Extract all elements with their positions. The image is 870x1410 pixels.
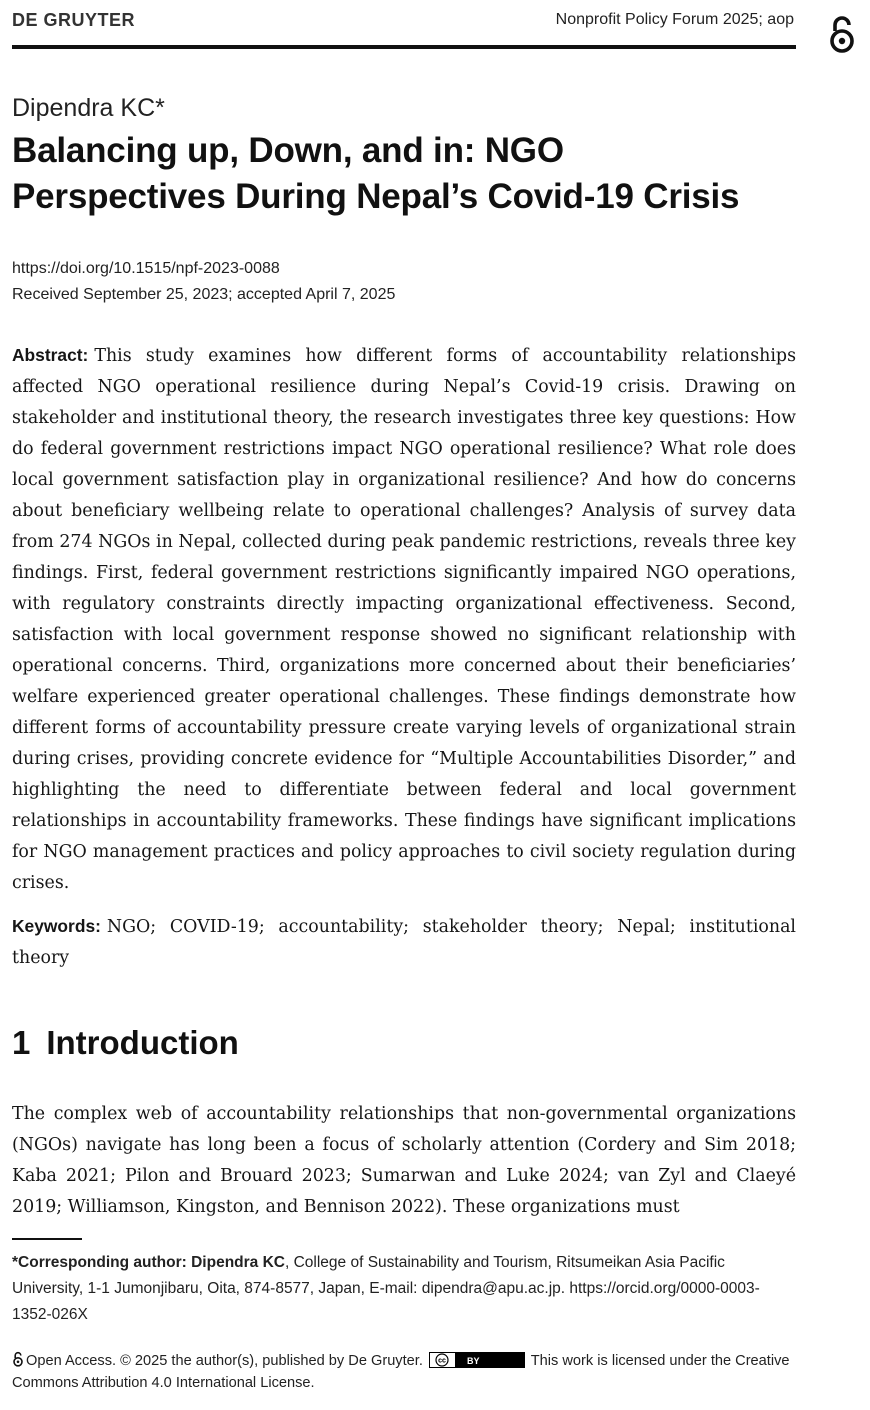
journal-citation: Nonprofit Policy Forum 2025; aop	[555, 11, 794, 28]
corresponding-author-label: *Corresponding author: Dipendra KC	[12, 1254, 285, 1271]
title-line-1: Balancing up, Down, and in: NGO	[12, 131, 564, 170]
article-title	[12, 128, 796, 220]
section-title: Introduction	[46, 1024, 239, 1061]
intro-paragraph: The complex web of accountability relationships that non-governmental organizations (NGOs) navigate has long been a focus of scholarly attention (Cordery and Sim 2018; Kaba 2021; Pilon and Brouard 2023; Sumarwan and Luke 2024; van Zyl and Claeyé 2019; Williamson, Kingston, and Bennison 2022). These organizations must	[12, 1104, 796, 1217]
open-access-icon	[12, 1351, 24, 1367]
article-meta	[12, 256, 395, 308]
abstract-label: Abstract:	[12, 345, 89, 365]
keywords	[12, 911, 796, 974]
open-access-icon	[826, 14, 858, 54]
corresponding-author-footnote	[12, 1250, 796, 1328]
section-number: 1	[12, 1024, 31, 1061]
by-badge-label: BY	[466, 1355, 480, 1366]
received-dates: Received September 25, 2023; accepted April 7, 2025	[12, 286, 396, 303]
author-name: Dipendra KC*	[12, 94, 165, 122]
cc-by-icon[interactable]	[429, 1352, 525, 1368]
license-text-before: Open Access. © 2025 the author(s), published by De Gruyter.	[26, 1353, 423, 1369]
keywords-label: Keywords:	[12, 916, 101, 936]
abstract	[12, 340, 796, 899]
doi-link[interactable]: https://doi.org/10.1515/npf-2023-0088	[12, 260, 280, 277]
header-rule	[12, 45, 796, 49]
footnote-rule	[12, 1238, 82, 1240]
title-line-2: Perspectives During Nepal’s Covid-19 Crisis	[12, 177, 740, 216]
license-notice	[12, 1350, 796, 1394]
publisher-name: DE GRUYTER	[12, 10, 136, 30]
cc-badge-label: cc	[438, 1357, 446, 1365]
license-text-after: This work is licensed under the Creative Commons Attribution 4.0 International License.	[12, 1353, 790, 1391]
abstract-text: This study examines how different forms of accountability relationships affected NGO operational resilience during Nepal’s Covid-19 crisis. Drawing on stakeholder and institutional theory, the research investigates three key questions: How do federal government restrictions impact NGO operational resilience? What role does local government satisfaction play in organizational resilience? And how do concerns about beneficiary wellbeing relate to operational challenges? Analysis of survey data from 274 NGOs in Nepal, collected during peak pandemic restrictions, reveals three key findings. First, federal government restrictions significantly impaired NGO operations, with regulatory constraints directly impacting organizational effectiveness. Second, satisfaction with local government response showed no significant relationship with operational concerns. Third, organizations more concerned about their beneficiaries’ welfare experienced greater operational challenges. These findings demonstrate how different forms of accountability pressure create varying levels of organizational strain during crises, providing concrete evidence for “Multiple Accountabilities Disorder,” and highlighting the need to differentiate between federal and local government relationships in accountability frameworks. These findings have significant implications for NGO management practices and policy approaches to civil society regulation during crises.	[12, 346, 796, 893]
section-heading	[12, 1024, 239, 1062]
corresponding-author-details: , College of Sustainability and Tourism, Ritsumeikan Asia Pacific University, 1-1 Jumonjibaru, Oita, 874-8577, Japan, E-mail: dipendra@apu.ac.jp. https://orcid.org/0000-0003-1352-026X	[12, 1254, 760, 1323]
keywords-text: NGO; COVID-19; accountability; stakeholder theory; Nepal; institutional theory	[12, 917, 796, 968]
